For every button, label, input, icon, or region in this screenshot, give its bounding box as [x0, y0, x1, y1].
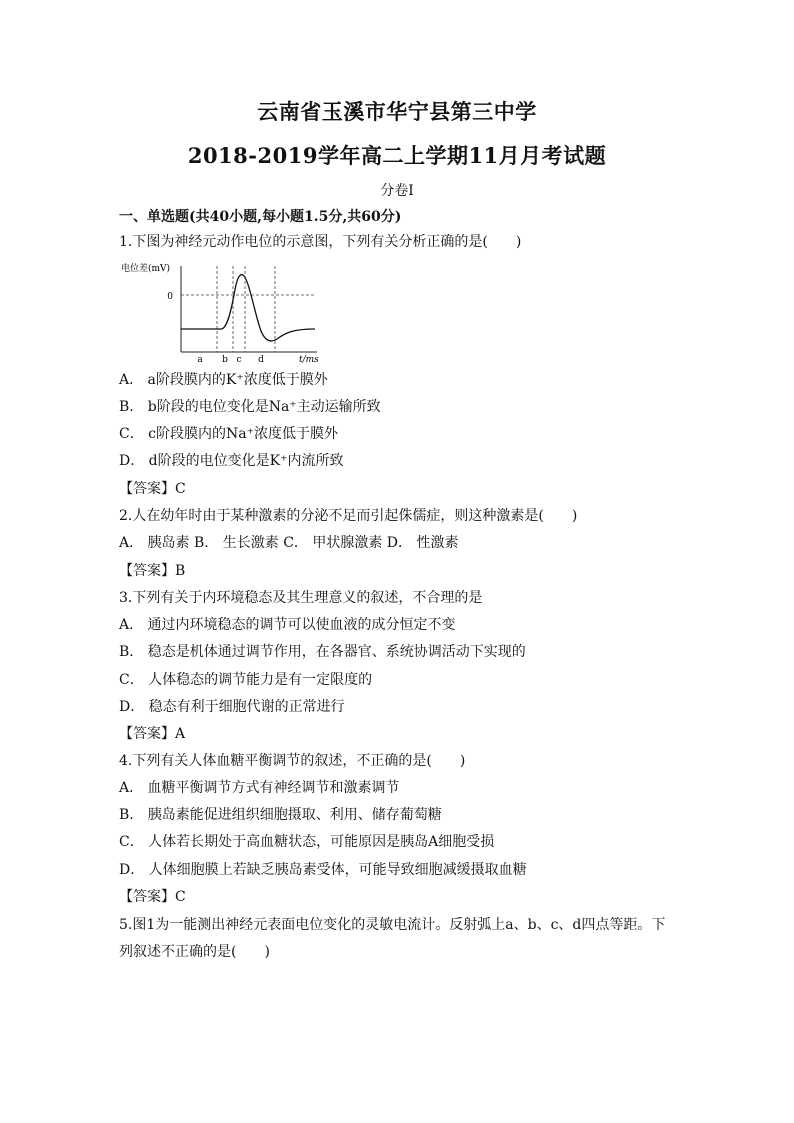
segment-label-b: b: [222, 355, 228, 365]
graph-xlabel: t/ms: [299, 355, 319, 365]
q3-option-d: D． 稳态有利于细胞代谢的正常进行: [119, 699, 345, 715]
q4-option-c: C． 人体若长期处于高血糖状态，可能原因是胰岛A细胞受损: [119, 834, 495, 850]
q3-option-c: C． 人体稳态的调节能力是有一定限度的: [119, 672, 373, 688]
q1-option-a: A． a阶段膜内的K⁺浓度低于膜外: [119, 372, 328, 388]
q2-options: A． 胰岛素 B． 生长激素 C． 甲状腺激素 D． 性激素: [119, 535, 459, 551]
segment-label-c: c: [236, 355, 242, 365]
q5-stem-line2: 列叙述不正确的是( ): [119, 944, 270, 960]
q1-option-d: D． d阶段的电位变化是K⁺内流所致: [119, 453, 344, 469]
q2-answer: 【答案】B: [119, 563, 186, 579]
q4-answer: 【答案】C: [119, 889, 186, 905]
q1-option-c: C． c阶段膜内的Na⁺浓度低于膜外: [119, 426, 338, 442]
q1-answer: 【答案】C: [119, 481, 186, 497]
q3-option-b: B． 稳态是机体通过调节作用，在各器官、系统协调活动下实现的: [119, 644, 526, 660]
q4-stem: 4.下列有关人体血糖平衡调节的叙述，不正确的是( ): [119, 753, 466, 769]
q1-option-b: B． b阶段的电位变化是Na⁺主动运输所致: [119, 399, 381, 415]
section-heading: 一、单选题(共40小题,每小题1.5分,共60分): [119, 209, 402, 225]
q3-stem: 3.下列有关于内环境稳态及其生理意义的叙述，不合理的是: [119, 590, 483, 606]
q3-option-a: A． 通过内环境稳态的调节可以使血液的成分恒定不变: [119, 617, 456, 633]
potential-curve: [181, 275, 315, 341]
zero-label: 0: [167, 292, 173, 302]
school-title: 云南省玉溪市华宁县第三中学: [257, 99, 537, 124]
q4-option-a: A． 血糖平衡调节方式有神经调节和激素调节: [119, 780, 400, 796]
exam-title: 2018-2019学年高二上学期11月月考试题: [187, 143, 607, 168]
segment-label-a: a: [197, 355, 203, 365]
q5-stem-line1: 5.图1为一能测出神经元表面电位变化的灵敏电流计。反射弧上a、b、c、d四点等距。下: [119, 917, 666, 933]
q4-option-d: D． 人体细胞膜上若缺乏胰岛素受体，可能导致细胞减缓摄取血糖: [119, 862, 527, 878]
q4-option-b: B． 胰岛素能促进组织细胞摄取、利用、储存葡萄糖: [119, 807, 442, 823]
segment-label-d: d: [258, 355, 264, 365]
q3-answer: 【答案】A: [119, 726, 186, 742]
q2-stem: 2.人在幼年时由于某种激素的分泌不足而引起侏儒症，则这种激素是( ): [119, 508, 578, 524]
paper-part-label: 分卷I: [380, 183, 414, 199]
action-potential-graph: [119, 261, 319, 365]
graph-ylabel: 电位差(mV): [121, 264, 171, 274]
q1-stem: 1.下图为神经元动作电位的示意图，下列有关分析正确的是( ): [119, 234, 522, 250]
